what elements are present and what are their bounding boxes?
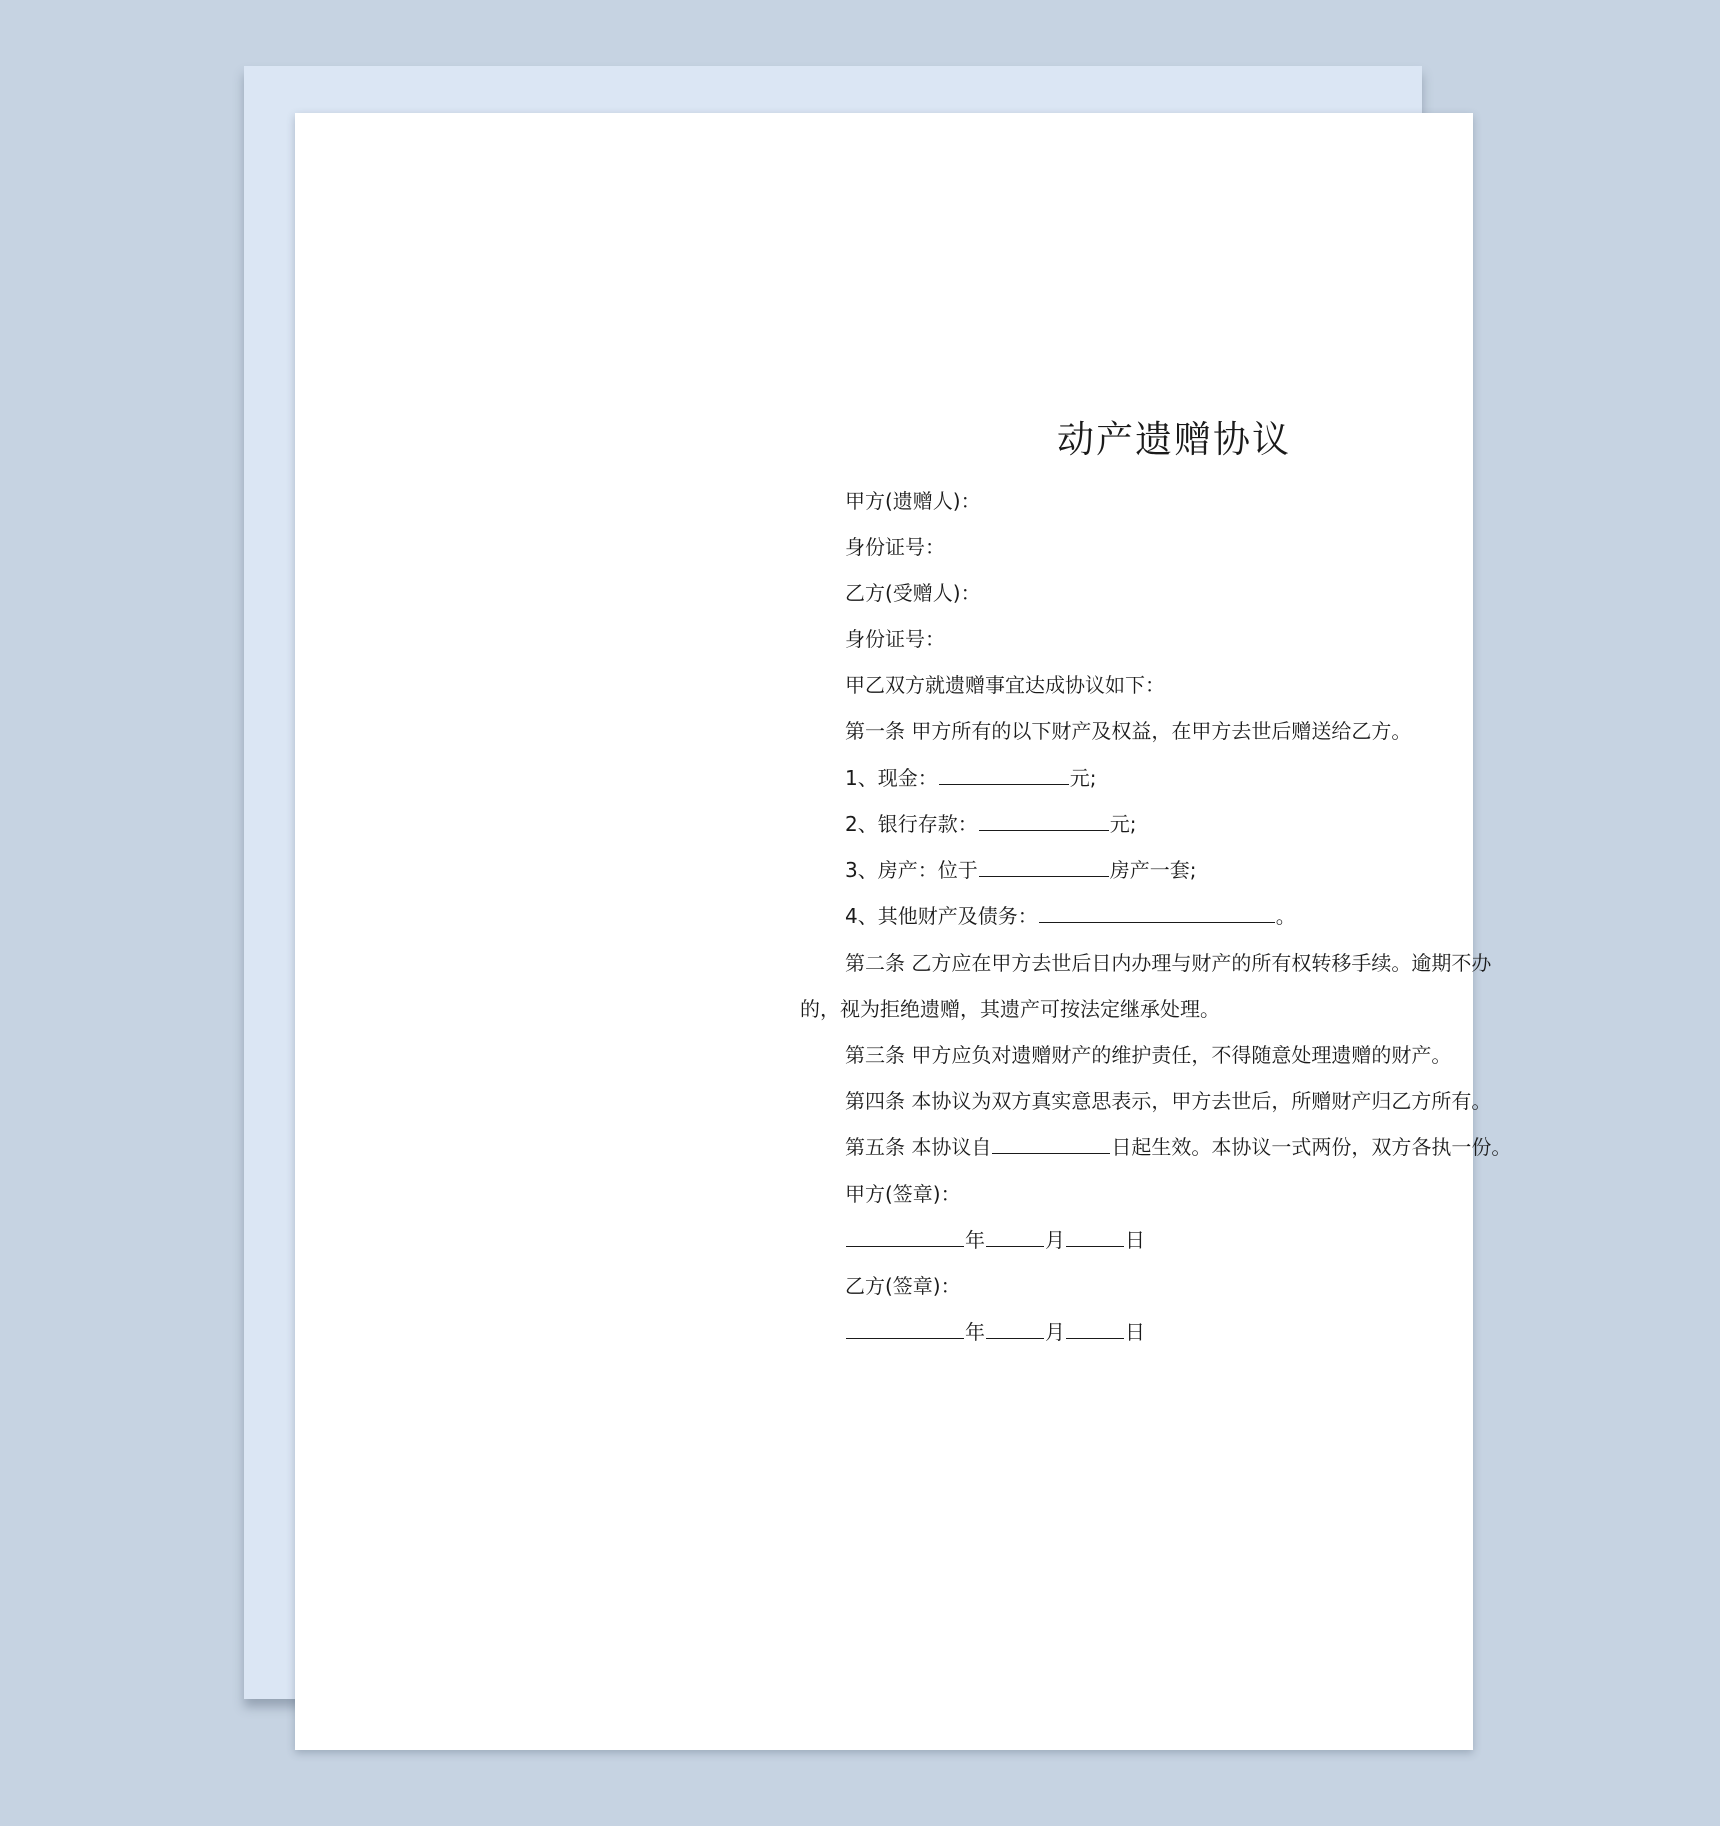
party-b-line: 乙方(受赠人)： bbox=[845, 581, 981, 605]
bank-deposit-blank bbox=[979, 810, 1109, 831]
day-label: 日 bbox=[1125, 1320, 1145, 1344]
front-page-sheet bbox=[295, 113, 1512, 1750]
article-5-suffix: 日起生效。本协议一式两份，双方各执一份。 bbox=[1111, 1135, 1512, 1159]
month-label: 月 bbox=[1045, 1228, 1065, 1252]
year-label: 年 bbox=[965, 1228, 985, 1252]
other-assets-blank bbox=[1039, 902, 1275, 923]
year-label: 年 bbox=[965, 1320, 985, 1344]
party-b-day-blank bbox=[1066, 1318, 1124, 1339]
party-b-date-line bbox=[845, 1317, 1145, 1347]
item-3-suffix: 房产一套; bbox=[1109, 858, 1197, 882]
party-b-signature-line: 乙方(签章)： bbox=[845, 1274, 961, 1298]
party-a-date-line bbox=[845, 1225, 1145, 1255]
item-2-label: 2、银行存款： bbox=[845, 812, 978, 836]
party-b-id-line: 身份证号： bbox=[845, 627, 945, 651]
article-3-line: 第三条 甲方应负对遗赠财产的维护责任，不得随意处理遗赠的财产。 bbox=[845, 1043, 1452, 1067]
item-3-label: 3、房产：位于 bbox=[845, 858, 978, 882]
effective-date-blank bbox=[992, 1133, 1110, 1154]
item-1-line bbox=[845, 763, 1096, 793]
item-2-unit: 元; bbox=[1109, 812, 1137, 836]
party-b-year-blank bbox=[846, 1318, 964, 1339]
article-5-line bbox=[845, 1132, 1511, 1162]
item-4-line bbox=[845, 901, 1296, 931]
item-1-unit: 元; bbox=[1069, 766, 1097, 790]
item-1-label: 1、现金： bbox=[845, 766, 938, 790]
article-2-line-2: 的，视为拒绝遗赠，其遗产可按法定继承处理。 bbox=[800, 997, 1220, 1021]
party-a-year-blank bbox=[846, 1226, 964, 1247]
article-2-line-1: 第二条 乙方应在甲方去世后日内办理与财产的所有权转移手续。逾期不办 bbox=[845, 951, 1492, 975]
cash-blank bbox=[939, 764, 1069, 785]
party-a-line: 甲方(遗赠人)： bbox=[845, 489, 981, 513]
month-label: 月 bbox=[1045, 1320, 1065, 1344]
article-5-prefix: 第五条 本协议自 bbox=[845, 1135, 992, 1159]
article-1-line: 第一条 甲方所有的以下财产及权益，在甲方去世后赠送给乙方。 bbox=[845, 719, 1412, 743]
party-a-day-blank bbox=[1066, 1226, 1124, 1247]
party-a-id-line: 身份证号： bbox=[845, 535, 945, 559]
article-4-line: 第四条 本协议为双方真实意思表示，甲方去世后，所赠财产归乙方所有。 bbox=[845, 1089, 1492, 1113]
day-label: 日 bbox=[1125, 1228, 1145, 1252]
party-b-month-blank bbox=[986, 1318, 1044, 1339]
property-location-blank bbox=[979, 856, 1109, 877]
item-3-line bbox=[845, 855, 1196, 885]
item-2-line bbox=[845, 809, 1136, 839]
intro-line: 甲乙双方就遗赠事宜达成协议如下： bbox=[845, 673, 1165, 697]
item-4-suffix: 。 bbox=[1275, 904, 1296, 928]
document-title: 动产遗赠协议 bbox=[1057, 418, 1291, 461]
item-4-label: 4、其他财产及债务： bbox=[845, 904, 1038, 928]
party-a-month-blank bbox=[986, 1226, 1044, 1247]
party-a-signature-line: 甲方(签章)： bbox=[845, 1182, 961, 1206]
